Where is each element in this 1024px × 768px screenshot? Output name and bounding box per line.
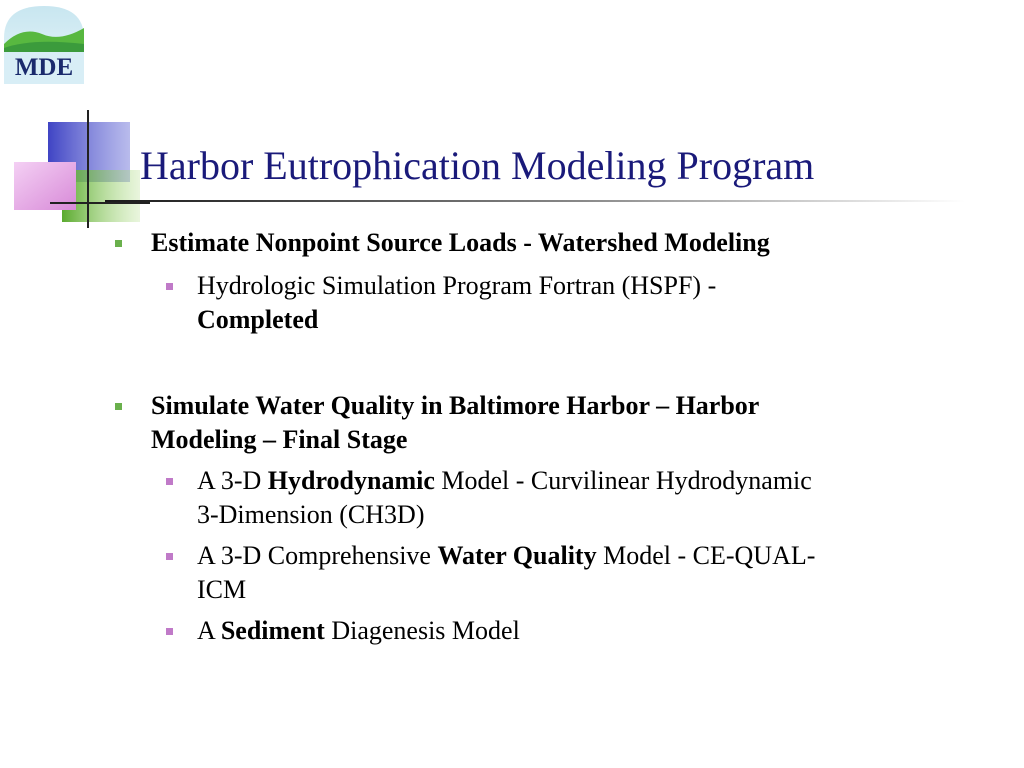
subbullet-item: Hydrologic Simulation Program Fortran (HSPF) - Completed — [197, 271, 717, 334]
logo-text: MDE — [14, 54, 74, 81]
subbullet-marker — [166, 553, 173, 560]
bullet-marker — [115, 403, 122, 410]
subbullet-item: A 3-D Comprehensive Water Quality Model - CE-QUAL- ICM — [197, 541, 816, 604]
subbullet-marker — [166, 283, 173, 290]
subbullet-item: A 3-D Hydrodynamic Model - Curvilinear Hydrodynamic 3-Dimension (CH3D) — [197, 466, 812, 529]
bullet-item: Estimate Nonpoint Source Loads - Watershed Modeling — [151, 228, 770, 257]
bullet-marker — [115, 240, 122, 247]
subbullet-item: A Sediment Diagenesis Model — [197, 616, 520, 645]
bullet-item: Simulate Water Quality in Baltimore Harbor – Harbor Modeling – Final Stage — [151, 391, 760, 454]
subbullet-marker — [166, 628, 173, 635]
slide-title: Harbor Eutrophication Modeling Program — [140, 143, 815, 188]
subbullet-marker — [166, 478, 173, 485]
